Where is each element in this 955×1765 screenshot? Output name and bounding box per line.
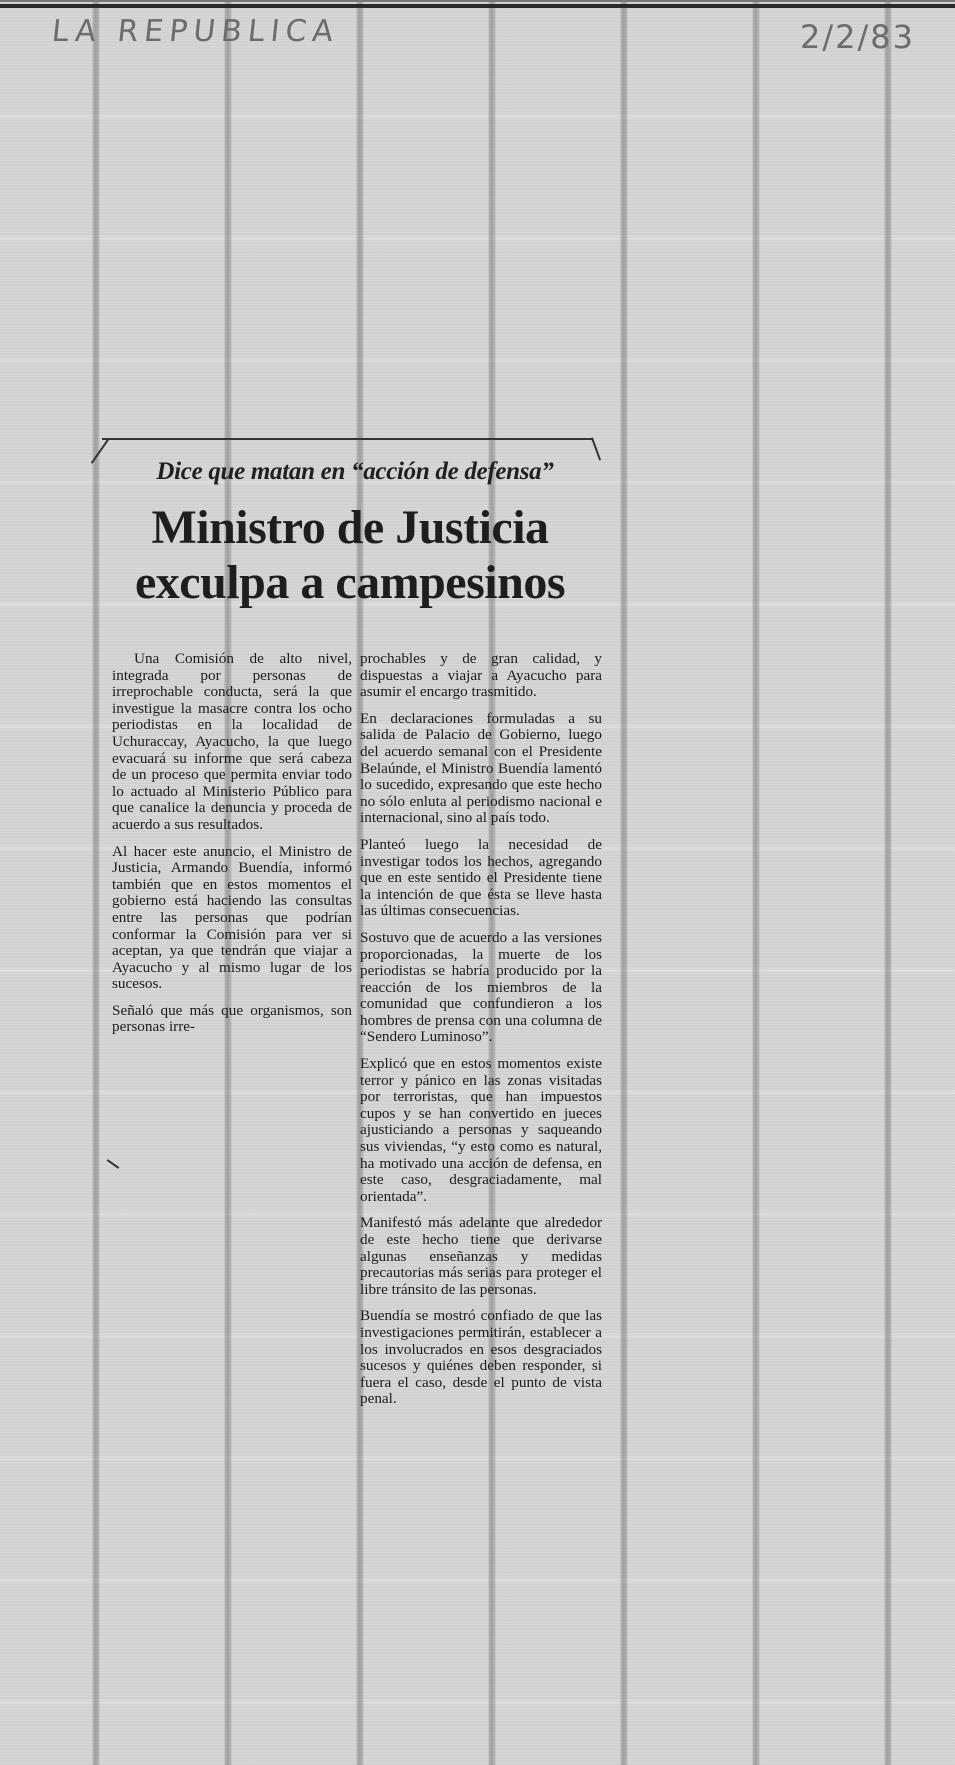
handwritten-date: 2/2/83 [800,18,915,56]
article-column-left [112,651,352,1046]
scan-top-border [0,4,955,8]
paragraph: Planteó luego la necesidad de investigar todos los hechos, agregando que en este sentido el Presidente tiene la intención de que ésta se lleve hasta las últimas consecuencias. [360,835,602,920]
article-headline [100,500,600,610]
paragraph: Sostuvo que de acuerdo a las versiones proporcionadas, la muerte de los periodistas se habría producido por la reacción de los miembros de la comunidad que confundieron a los hombres de prensa con una columna de “Sendero Luminoso”. [360,928,602,1046]
paragraph: En declaraciones formuladas a su salida de Palacio de Gobierno, luego del acuerdo semanal con el Presidente Belaúnde, el Ministro Buendía lamentó lo sucedido, expresando que este hecho no sólo enluta al periodismo nacional e internacional, sino al país todo. [360,709,602,827]
paragraph: Una Comisión de alto nivel, integrada por personas de irreprochable conducta, será la que investigue la masacre contra los ocho periodistas en la localidad de Uchuraccay, Ayacucho, la que luego evacuará su informe que será cabeza de un proceso que permita enviar todo lo actuado al Ministerio Público para que canalice la denuncia y proceda de acuerdo a sus resultados. [112,650,352,833]
article-column-right [360,651,602,1418]
article-kicker: Dice que matan en “acción de defensa” [156,458,554,485]
paragraph: Manifestó más adelante que alrededor de este hecho tiene que derivarse algunas enseñanzas y medidas precautorias más serias para proteger el libre tránsito de las personas. [360,1214,602,1298]
paragraph: Explicó que en estos momentos existe terror y pánico en las zonas visitadas por terroristas, que han impuestos cupos y se han convertido en jueces ajusticiando a personas y saqueando sus viviendas, “y esto como es natural, ha motivado una acción de defensa, en este caso, desgraciadamente, mal orientada”. [360,1055,602,1205]
paragraph: Al hacer este anuncio, el Ministro de Justicia, Armando Buendía, informó también que en estos momentos el gobierno está haciendo las consultas entre las personas que podrían conformar la Comisión para ver si aceptan, ya que tendrán que viajar a Ayacucho y al mismo lugar de los sucesos. [112,842,352,993]
handwritten-source: LA REPUBLICA [50,14,341,49]
paragraph: Señaló que más que organismos, son personas irre- [112,1001,352,1036]
clipping-top-rule [102,438,592,440]
headline-line-1: Ministro de Justicia [151,501,549,554]
scan-top-edge [0,0,955,2]
clipping-cut-mark-bottom [107,1159,120,1169]
paragraph: prochables y de gran calidad, y dispuestas a viajar a Ayacucho para asumir el encargo trasmitido. [360,650,602,701]
paragraph: Buendía se mostró confiado de que las investigaciones permitirán, establecer a los involucrados en esos desgraciados sucesos y quiénes deben responder, si fuera el caso, desde el punto de vista penal. [360,1307,602,1408]
headline-line-2: exculpa a campesinos [134,556,565,609]
